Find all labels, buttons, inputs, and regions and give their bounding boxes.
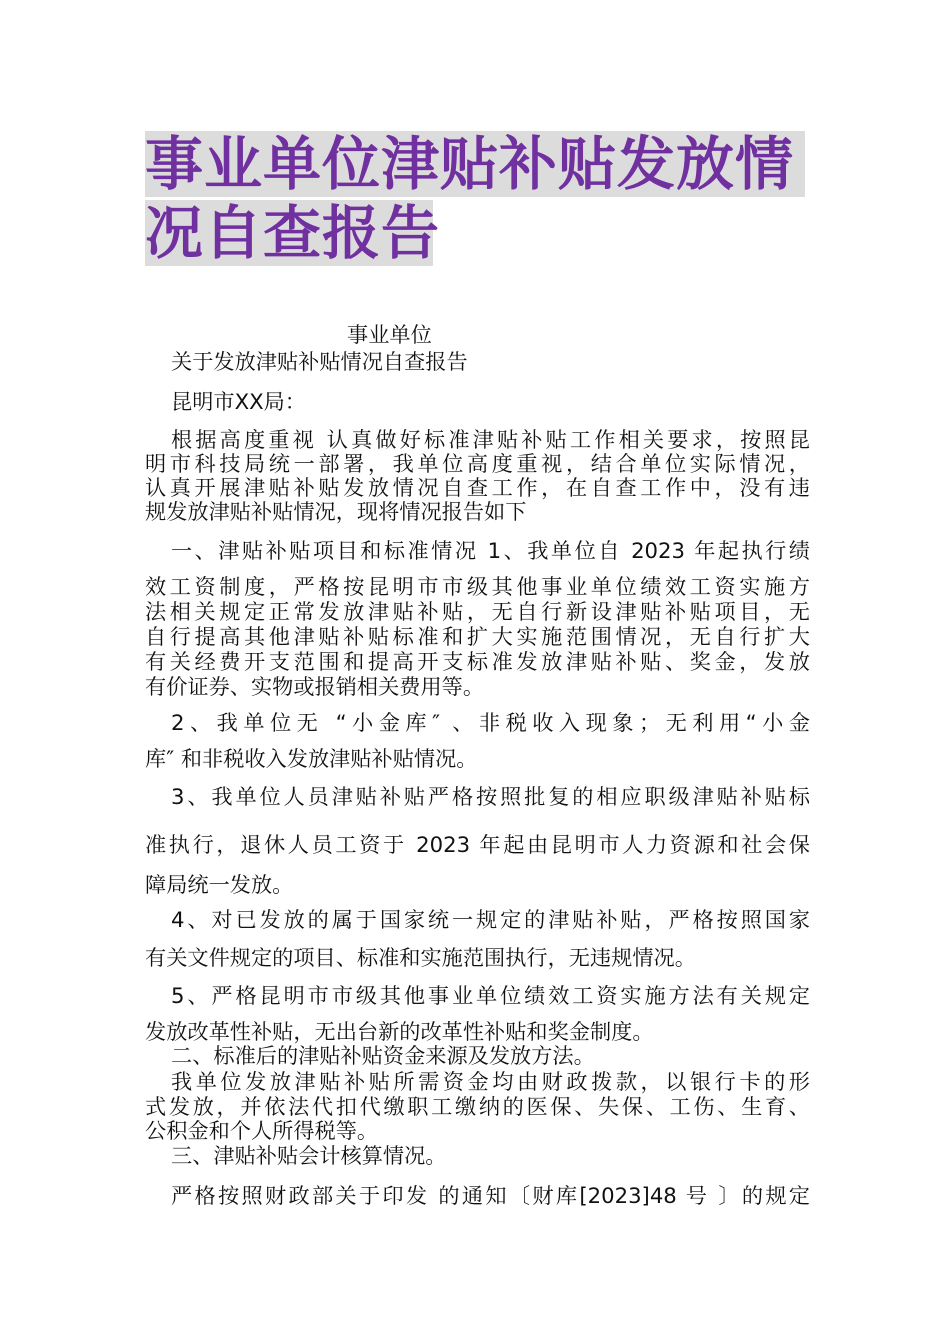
section-heading: 二、标准后的津贴补贴资金来源及发放方法。 (171, 1043, 595, 1068)
paragraph-line: 一、津贴补贴项目和标准情况 1、我单位自 2023 年起执行绩 (171, 538, 810, 563)
subtitle-unit: 事业单位 (347, 322, 432, 347)
paragraph-line: 规发放津贴补贴情况，现将情况报告如下 (145, 499, 527, 524)
paragraph-line: 公积金和个人所得税等。 (145, 1118, 379, 1143)
section-heading: 三、津贴补贴会计核算情况。 (171, 1143, 447, 1168)
paragraph-line: 发放改革性补贴，无出台新的改革性补贴和奖金制度。 (145, 1019, 654, 1044)
paragraph-line: 效工资制度，严格按昆明市市级其他事业单位绩效工资实施方 (145, 574, 810, 599)
paragraph-line: 2、我单位无 “小金库″ 、非税收入现象；无利用“小金 (171, 710, 810, 735)
subtitle-report: 关于发放津贴补贴情况自查报告 (171, 349, 468, 374)
paragraph-line: 5、严格昆明市市级其他事业单位绩效工资实施方法有关规定 (171, 983, 810, 1008)
salutation: 昆明市XX局： (171, 389, 306, 414)
paragraph-line: 我单位发放津贴补贴所需资金均由财政拨款，以银行卡的形 (171, 1069, 810, 1094)
paragraph-line: 有关经费开支范围和提高开支标准发放津贴补贴、奖金，发放 (145, 649, 810, 674)
paragraph-line: 有关文件规定的项目、标准和实施范围执行，无违规情况。 (145, 945, 696, 970)
paragraph-line: 4、对已发放的属于国家统一规定的津贴补贴，严格按照国家 (171, 907, 810, 932)
document-title-line-2: 况自查报告 (145, 199, 441, 267)
paragraph-line: 3、我单位人员津贴补贴严格按照批复的相应职级津贴补贴标 (171, 784, 810, 809)
paragraph-line: 式发放，并依法代扣代缴职工缴纳的医保、失保、工伤、生育、 (145, 1094, 810, 1119)
paragraph-line: 法相关规定正常发放津贴补贴，无自行新设津贴补贴项目，无 (145, 599, 810, 624)
paragraph-line: 根据高度重视 认真做好标准津贴补贴工作相关要求，按照昆 (171, 427, 810, 452)
paragraph-line: 认真开展津贴补贴发放情况自查工作，在自查工作中，没有违 (145, 475, 810, 500)
document-title-line-1: 事业单位津贴补贴发放情 (145, 131, 805, 197)
paragraph-line: 明市科技局统一部署，我单位高度重视，结合单位实际情况， (145, 451, 810, 476)
paragraph-line: 库″ 和非税收入发放津贴补贴情况。 (145, 746, 478, 771)
paragraph-line: 有价证券、实物或报销相关费用等。 (145, 674, 485, 699)
paragraph-line: 障局统一发放。 (145, 872, 294, 897)
paragraph-line: 准执行，退休人员工资于 2023 年起由昆明市人力资源和社会保 (145, 832, 810, 857)
paragraph-line: 严格按照财政部关于印发 的通知〔财库[2023]48 号 〕的规定 (171, 1183, 810, 1208)
paragraph-line: 自行提高其他津贴补贴标准和扩大实施范围情况，无自行扩大 (145, 624, 810, 649)
